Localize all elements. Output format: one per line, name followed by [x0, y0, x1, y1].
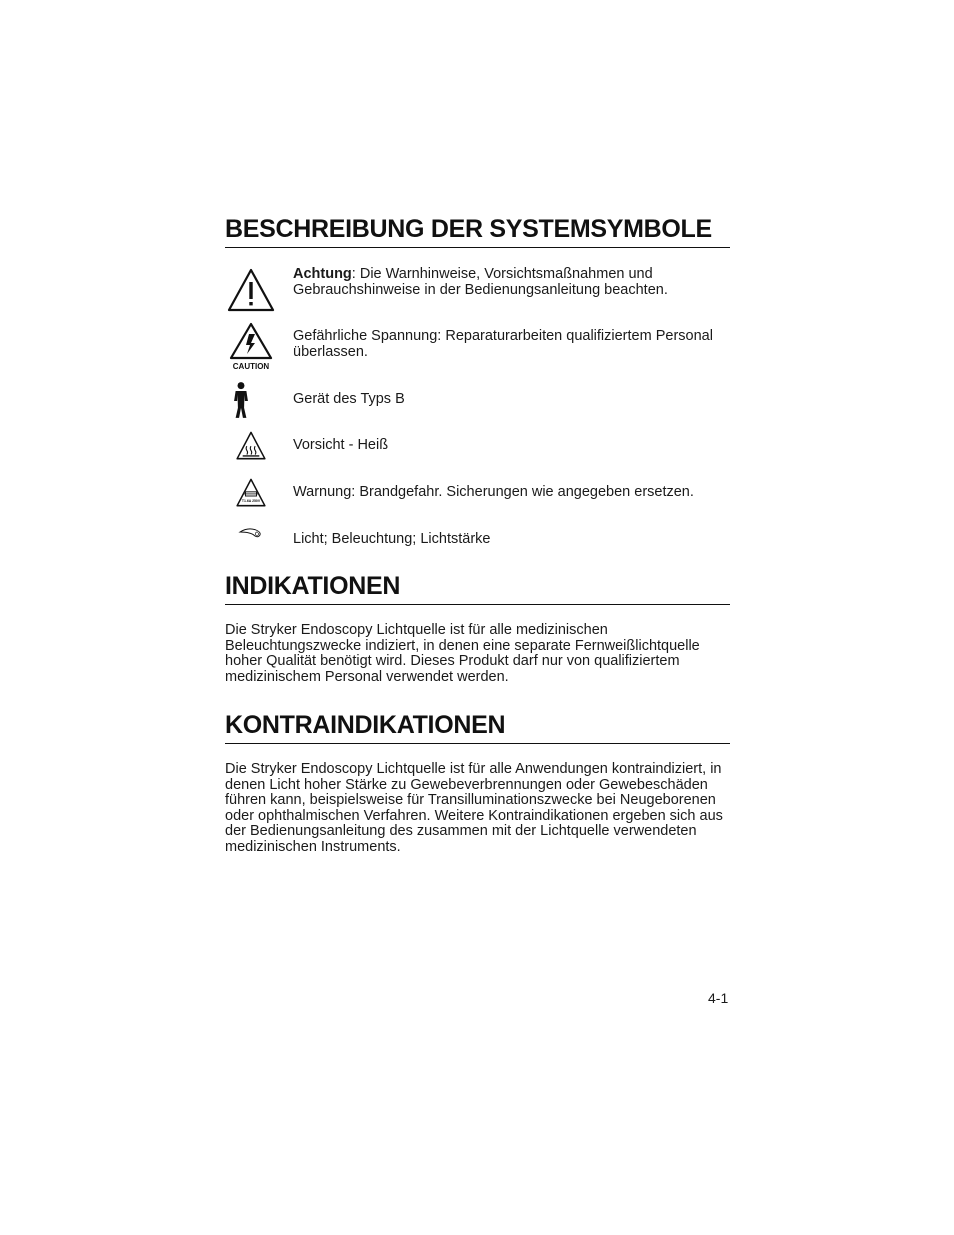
high-voltage-caution-icon — [225, 320, 277, 376]
type-b-person-icon — [225, 381, 277, 421]
caution-icon-label: CAUTION — [232, 362, 270, 371]
symbol-description: Warnung: Brandgefahr. Sicherungen wie angegeben ersetzen. — [293, 484, 694, 500]
hot-surface-icon — [225, 431, 277, 467]
fuse-icon-label: T1.6A 250V — [241, 499, 261, 504]
fuse-warning-icon — [225, 478, 277, 514]
symbol-text: : Die Warnhinweise, Vorsichtsmaßnahmen und Gebrauchshinweise in der Bedienungsanleitung beachten. — [293, 266, 668, 298]
page-number: 4-1 — [708, 990, 729, 1006]
symbol-description: Vorsicht - Heiß — [293, 437, 389, 453]
warning-exclamation-icon — [225, 266, 277, 318]
indications-body: Die Stryker Endoscopy Lichtquelle ist für alle medizinischen Beleuchtungszwecke indiziert, in denen eine separate Fernweißlichtquelle hoher Qualität benötigt wird. Dieses Produkt darf nur von qualifiziertem medizinischem Personal verwendet werden. — [225, 622, 700, 685]
symbol-description: Gerät des Typs B — [293, 391, 405, 407]
light-source-icon — [225, 527, 277, 553]
symbol-description: Licht; Beleuchtung; Lichtstärke — [293, 531, 491, 547]
symbols-section-title: BESCHREIBUNG DER SYSTEMSYMBOLE — [225, 216, 730, 248]
symbol-description: Gefährliche Spannung: Reparaturarbeiten qualifiziertem Personal überlassen. — [293, 328, 713, 360]
contraindications-body: Die Stryker Endoscopy Lichtquelle ist für alle Anwendungen kontraindiziert, in denen Licht hoher Stärke zu Gewebeverbrennungen oder Gewebeschäden führen kann, beispielsweise für Transilluminationszwecke bei Neugeborenen oder ophthalmischen Verfahren. Weitere Kontraindikationen ergeben sich aus der Bedienungsanleitung des zusammen mit der Lichtquelle verwendeten medizinischen Instruments. — [225, 761, 723, 855]
symbol-emphasis: Achtung — [293, 266, 352, 282]
symbol-description — [293, 266, 733, 298]
indications-section-title: INDIKATIONEN — [225, 573, 730, 605]
contraindications-section-title: KONTRAINDIKATIONEN — [225, 712, 730, 744]
